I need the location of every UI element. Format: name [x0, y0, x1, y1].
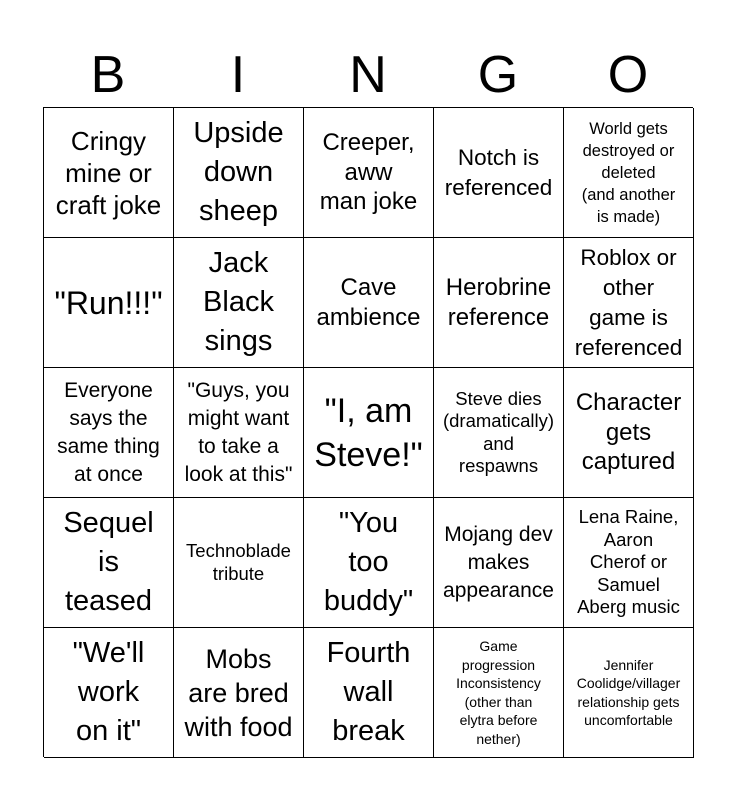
- cell-text: Jack Black sings: [203, 247, 274, 357]
- bingo-cell[interactable]: [174, 238, 304, 368]
- cell-text: World gets destroyed or deleted (and another is made): [581, 119, 676, 226]
- cell-text: Mobs are bred with food: [184, 643, 293, 742]
- cell-text: Technoblade tribute: [186, 540, 291, 584]
- cell-text: Steve dies (dramatically) and respawns: [442, 387, 555, 476]
- cell-text: Lena Raine, Aaron Cherof or Samuel Aberg music: [577, 506, 680, 618]
- bingo-cell[interactable]: [44, 628, 174, 758]
- cell-text: Jennifer Coolidge/villager relationship gets uncomfortable: [576, 656, 681, 728]
- cell-text: "I, am Steve!": [314, 391, 423, 474]
- bingo-header: [43, 44, 693, 106]
- cell-text: Notch is referenced: [444, 144, 553, 200]
- bingo-cell[interactable]: [44, 238, 174, 368]
- bingo-cell[interactable]: [44, 498, 174, 628]
- bingo-cell[interactable]: [44, 108, 174, 238]
- header-letter-i: I: [230, 46, 246, 104]
- cell-text: Roblox or other game is referenced: [574, 244, 683, 360]
- bingo-cell[interactable]: [174, 628, 304, 758]
- cell-text: Cave ambience: [316, 274, 421, 331]
- cell-text: Mojang dev makes appearance: [443, 522, 554, 602]
- bingo-cell[interactable]: [174, 498, 304, 628]
- cell-text: Fourth wall break: [326, 637, 411, 747]
- header-letter-n: N: [349, 46, 387, 104]
- bingo-cell[interactable]: [434, 368, 564, 498]
- bingo-cell[interactable]: [174, 108, 304, 238]
- cell-text: Cringy mine or craft joke: [55, 125, 162, 220]
- bingo-cell[interactable]: [304, 368, 434, 498]
- cell-text: Sequel is teased: [63, 507, 154, 617]
- bingo-cell[interactable]: [564, 108, 694, 238]
- header-letter-o: O: [607, 46, 649, 104]
- cell-text: "Run!!!": [54, 284, 163, 321]
- cell-text: "We'll work on it": [72, 637, 145, 747]
- cell-text: "You too buddy": [323, 507, 414, 617]
- bingo-cell[interactable]: [304, 628, 434, 758]
- bingo-cell[interactable]: [564, 238, 694, 368]
- bingo-cell[interactable]: [564, 498, 694, 628]
- cell-text: Herobrine reference: [445, 274, 552, 331]
- bingo-cell[interactable]: [434, 498, 564, 628]
- bingo-cell[interactable]: [304, 108, 434, 238]
- bingo-cell[interactable]: [564, 628, 694, 758]
- bingo-cell[interactable]: [174, 368, 304, 498]
- bingo-cell[interactable]: [44, 368, 174, 498]
- header-letter-b: B: [90, 46, 126, 104]
- cell-text: Everyone says the same thing at once: [57, 378, 160, 486]
- bingo-cell[interactable]: [434, 238, 564, 368]
- bingo-board: [43, 107, 693, 757]
- bingo-cell[interactable]: [434, 628, 564, 758]
- header-letter-g: G: [477, 46, 519, 104]
- cell-text: Game progression Inconsistency (other than elytra before nether): [456, 638, 541, 747]
- bingo-cell[interactable]: [304, 238, 434, 368]
- cell-text: Creeper, aww man joke: [319, 129, 418, 216]
- cell-text: Character gets captured: [575, 389, 682, 476]
- bingo-cell[interactable]: [434, 108, 564, 238]
- bingo-cell[interactable]: [304, 498, 434, 628]
- bingo-cell[interactable]: [564, 368, 694, 498]
- cell-text: Upside down sheep: [193, 117, 284, 227]
- cell-text: "Guys, you might want to take a look at this": [184, 378, 293, 486]
